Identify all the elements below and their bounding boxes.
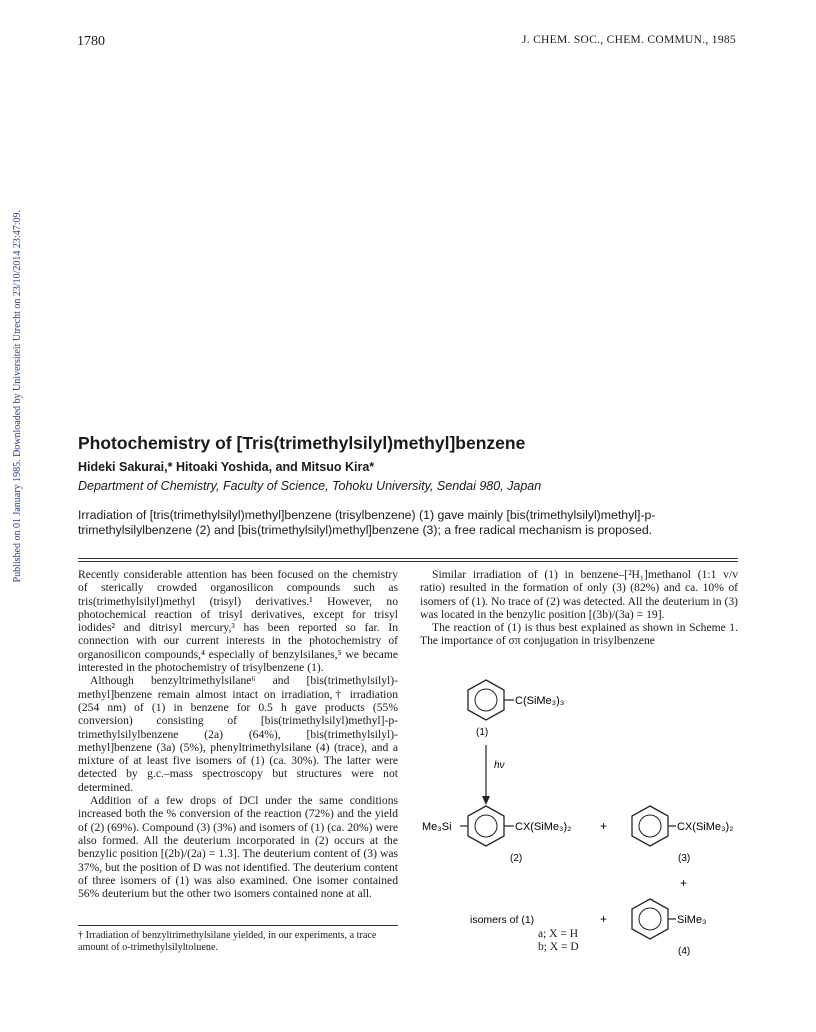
paragraph: Addition of a few drops of DCl under the same conditions increased both the % conversion of the reaction (72%) and the yield of (2) (69%). Compound (3) (3%) and isomers of (1) (ca. 20%) were also formed. All the deuterium incorporated in (2) occurs at the benzylic position [(2b)/(2a) = 1.3]. The deuterium content of (3) was 37%, but the position of D was not identified. The deuterium content of three isomers of (1) was also examined. One isomer contained 56% deuterium but the other two isomers contained none at all. xyxy=(78,794,398,901)
product2-prefix: Me₃Si xyxy=(422,821,452,833)
article-title: Photochemistry of [Tris(trimethylsilyl)methyl]benzene xyxy=(78,433,526,453)
download-watermark xyxy=(0,210,23,630)
isomers-text: isomers of (1) xyxy=(470,914,535,926)
article-authors: Hideki Sakurai,* Hitoaki Yoshida, and Mitsuo Kira* xyxy=(78,460,375,474)
product4-substituent: SiMe₃ xyxy=(677,914,707,926)
paragraph: Although benzyltrimethylsilane⁶ and [bis(trimethylsilyl)-methyl]benzene remain almost intact on irradiation,† irradiation (254 nm) of (1) in benzene for 0.5 h gave products (55% conversion) consisting of [bis(trimethylsilyl)methyl]-p-trimethylsilylbenzene (2a) (64%), [bis(trimethylsilyl)-methyl]benzene (3a) (5%), phenyltrimethylsilane (4) (trace), and a mixture of at least five isomers of (1) (ca. 30%). The latter were detected by g.c.–mass spectroscopy but structures were not determined. xyxy=(78,674,398,794)
product2-substituent: CX(SiMe₃)₂ xyxy=(515,821,572,833)
article-affiliation: Department of Chemistry, Faculty of Science, Tohoku University, Sendai 980, Japan xyxy=(78,479,542,493)
paragraph: Similar irradiation of (1) in benzene–[²H₁]methanol (1:1 v/v ratio) resulted in the formation of only (3) (82%) and ca. 10% of isomers of (1). No trace of (2) was detected. All the deuterium in (3) was located in the benzylic position [(3b)/(3a) = 19]. xyxy=(420,568,738,621)
product4-label: (4) xyxy=(678,946,691,957)
plus-sign: + xyxy=(600,819,608,833)
plus-sign: + xyxy=(600,912,608,926)
body-right-column xyxy=(420,568,738,648)
download-watermark-text: Published on 01 January 1985. Downloaded by Universiteit Utrecht on 23/10/2014 23:47:09. xyxy=(12,210,23,583)
product4-benzene-ring xyxy=(632,899,668,939)
plus-sign: + xyxy=(680,876,688,890)
product3-label: (3) xyxy=(678,853,691,864)
paragraph: Recently considerable attention has been focused on the chemistry of sterically crowded organosilicon compounds such as tris(trimethylsilyl)methyl (trisyl) derivatives.¹ However, no photochemical reaction of trisyl derivatives, except for trisyl iodides² and ditrisyl mercury,³ has been reported so far. In connection with our current interests in the photochemistry of organosilicon compounds,⁴ especially of benzylsilanes,⁵ we became interested in the photochemistry of trisylbenzene (1). xyxy=(78,568,398,675)
product3-substituent: CX(SiMe₃)₂ xyxy=(677,821,734,833)
product3-benzene-ring xyxy=(632,806,668,846)
scheme-legend-b: b; X = D xyxy=(538,941,579,953)
footnote-rule xyxy=(78,925,398,926)
page-number: 1780 xyxy=(77,34,105,49)
product2-label: (2) xyxy=(510,853,523,864)
running-head: J. CHEM. SOC., CHEM. COMMUN., 1985 xyxy=(521,34,736,46)
abstract-rule-top xyxy=(78,558,738,559)
body-left-column xyxy=(78,568,398,900)
reactant-label: (1) xyxy=(476,727,489,738)
scheme-legend-a: a; X = H xyxy=(538,928,579,940)
reactant-substituent: C(SiMe₃)₃ xyxy=(515,695,565,707)
reactant-benzene-ring xyxy=(468,680,504,720)
product2-benzene-ring xyxy=(468,806,504,846)
footnote: † Irradiation of benzyltrimethylsilane yielded, in our experiments, a trace amount of o-trimethylsilyltoluene. xyxy=(78,930,377,953)
arrow-label: hν xyxy=(494,760,505,771)
article-abstract: Irradiation of [tris(trimethylsilyl)methyl]benzene (trisylbenzene) (1) gave mainly [bis(trimethylsilyl)methyl]-p-trimethylsilylbenzene (2) and [bis(trimethylsilyl)methyl]benzene (3); a free radical mechanism is proposed. xyxy=(78,508,656,537)
abstract-rule-bottom xyxy=(78,561,738,562)
paragraph: The reaction of (1) is thus best explained as shown in Scheme 1. The importance of σπ conjugation in trisylbenzene xyxy=(420,621,738,648)
scheme-1 xyxy=(410,665,750,965)
